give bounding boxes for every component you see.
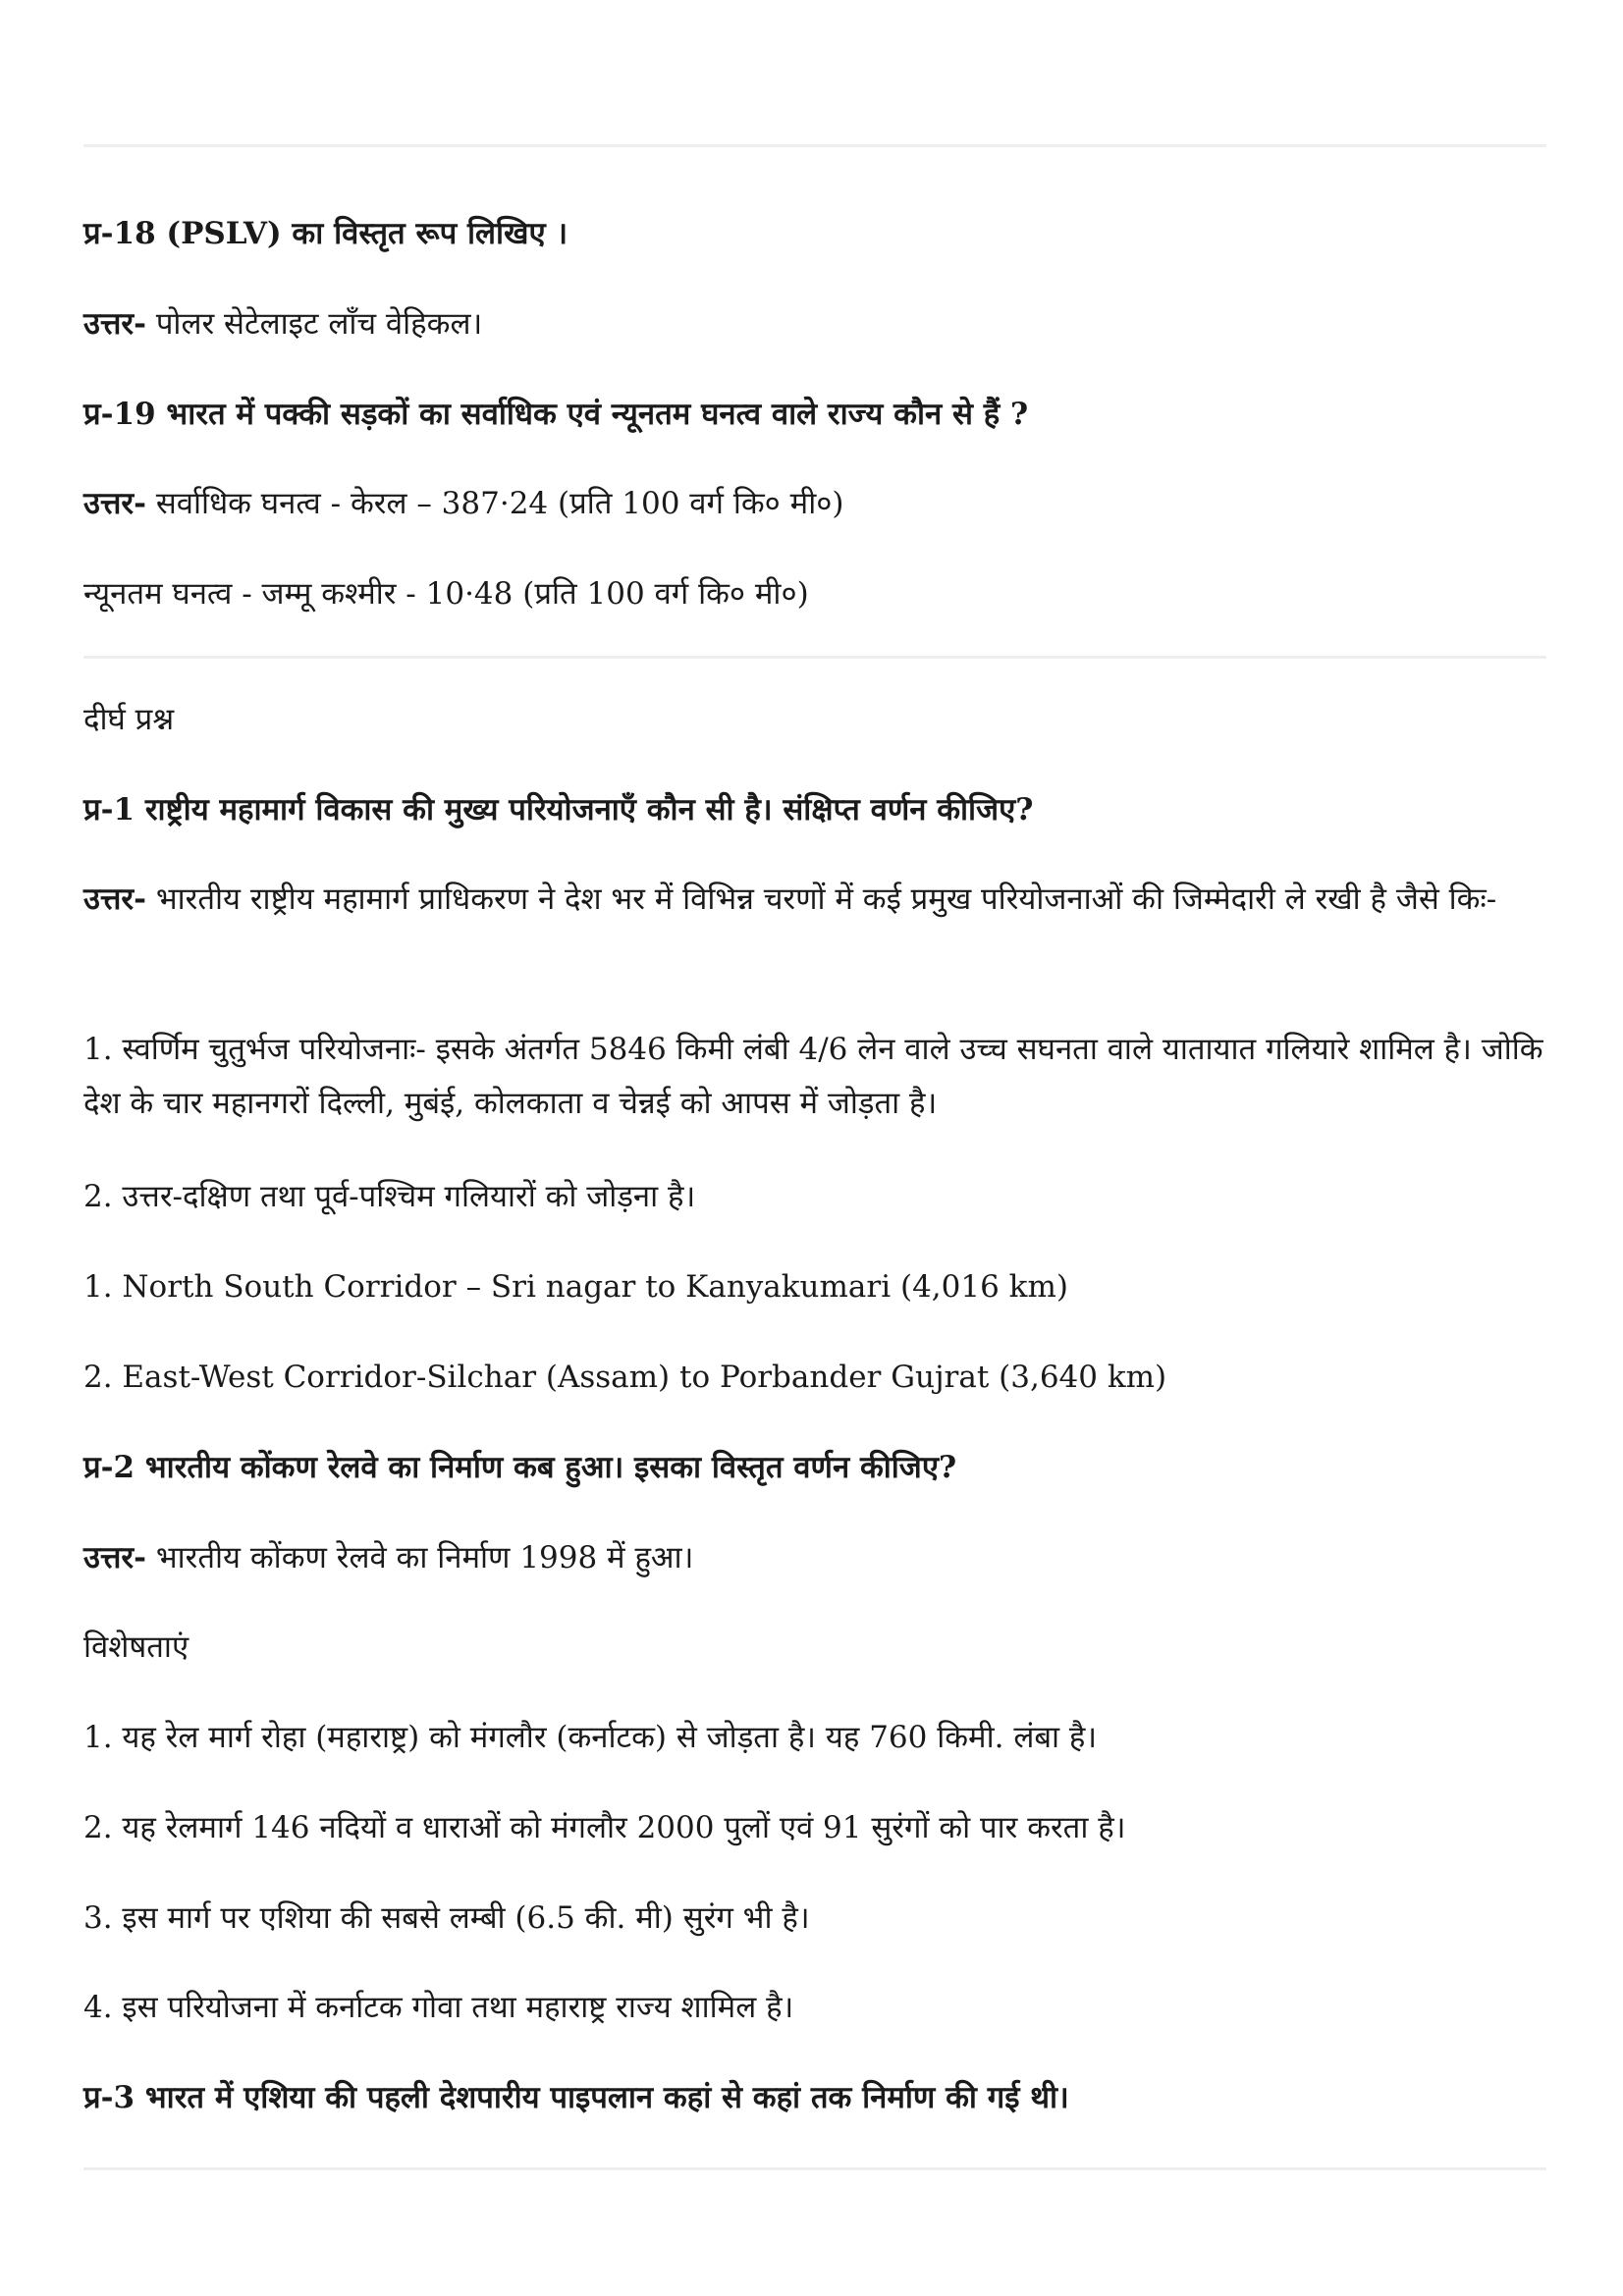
feature-item-2: 2. यह रेलमार्ग 146 नदियों व धाराओं को मंगलौर 2000 पुलों एवं 91 सुरंगों को पार करता है। — [83, 1810, 1126, 1845]
list-item-golden-quadrilateral: 1. स्वर्णिम चुतुर्भज परियोजनाः- इसके अंतर्गत 5846 किमी लंबी 4/6 लेन वाले उच्च सघनता वाले यातायात गलियारे शामिल है। जोकि देश के चार महानगरों दिल्ली, मुबंई, कोलकाता व चेन्नई को आपस में जोड़ता है। — [83, 1032, 1543, 1121]
long-question-1: प्र-1 राष्ट्रीय महामार्ग विकास की मुख्य परियोजनाएँ कौन सी है। संक्षिप्त वर्णन कीजिए? — [83, 792, 1034, 828]
list-item-north-south: 1. North South Corridor – Sri nagar to Kanyakumari (4,016 km) — [83, 1269, 1068, 1305]
long-answer-2 — [83, 1530, 1546, 1585]
answer-text: भारतीय राष्ट्रीय महामार्ग प्राधिकरण ने देश भर में विभिन्न चरणों में कई प्रमुख परियोजनाओं की जिम्मेदारी ले रखी है जैसे किः- — [145, 881, 1497, 917]
section-heading-long-questions: दीर्घ प्रश्न — [83, 702, 175, 737]
answer-label: उत्तर- — [83, 1540, 146, 1575]
answer-text: भारतीय कोंकण रेलवे का निर्माण 1998 में हुआ। — [145, 1540, 694, 1575]
long-question-2: प्र-2 भारतीय कोंकण रेलवे का निर्माण कब हुआ। इसका विस्तृत वर्णन कीजिए? — [83, 1450, 957, 1485]
long-question-3: प्र-3 भारत में एशिया की पहली देशपारीय पाइपलान कहां से कहां तक निर्माण की गई थी। — [83, 2080, 1069, 2115]
long-answer-1 — [83, 873, 1546, 927]
answer-19 — [83, 476, 1546, 531]
list-item-corridors: 2. उत्तर-दक्षिण तथा पूर्व-पश्चिम गलियारों को जोड़ना है। — [83, 1179, 696, 1214]
answer-label: उत्तर- — [83, 486, 146, 521]
section-divider — [83, 656, 1546, 659]
bottom-divider — [83, 2167, 1546, 2170]
feature-item-1: 1. यह रेल मार्ग रोहा (महाराष्ट्र) को मंगलौर (कर्नाटक) से जोड़ता है। यह 760 किमी. लंबा है। — [83, 1720, 1098, 1755]
top-divider — [83, 144, 1546, 147]
question-19: प्र-19 भारत में पक्की सड़कों का सर्वाधिक एवं न्यूनतम घनत्व वाले राज्य कौन से हैं ? — [83, 397, 1029, 432]
question-18: प्र-18 (PSLV) का विस्तृत रूप लिखिए । — [83, 216, 568, 251]
feature-item-4: 4. इस परियोजना में कर्नाटक गोवा तथा महाराष्ट्र राज्य शामिल है। — [83, 1990, 794, 2025]
feature-item-3: 3. इस मार्ग पर एशिया की सबसे लम्बी (6.5 की. मी) सुरंग भी है। — [83, 1900, 810, 1936]
answer-label: उत्तर- — [83, 306, 146, 342]
answer-text: पोलर सेटेलाइट लाँच वेहिकल। — [145, 306, 483, 342]
list-item-east-west: 2. East-West Corridor-Silchar (Assam) to Porbander Gujrat (3,640 km) — [83, 1360, 1167, 1395]
answer-label: उत्तर- — [83, 881, 146, 917]
answer-18 — [83, 296, 1546, 351]
answer-text: सर्वाधिक घनत्व - केरल – 387·24 (प्रति 100 वर्ग कि० मी०) — [145, 486, 844, 521]
features-heading: विशेषताएं — [83, 1629, 189, 1665]
answer-19-minimum: न्यूनतम घनत्व - जम्मू कश्मीर - 10·48 (प्रति 100 वर्ग कि० मी०) — [83, 576, 809, 612]
